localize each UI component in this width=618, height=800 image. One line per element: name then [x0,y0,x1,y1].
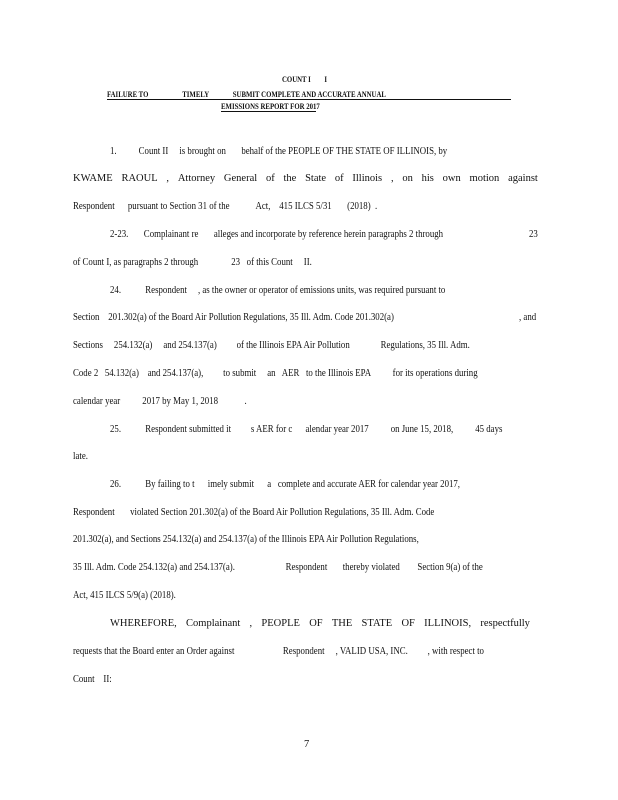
word: OF [401,618,415,629]
word: PEOPLE [261,618,300,629]
report-underline [221,111,316,112]
word: , [249,618,253,629]
para-24-line-2-end: , and [519,312,537,323]
word: General [223,173,258,184]
word: THE [331,618,353,629]
para-2-line-2: of Count I, as paragraphs 2 through 23 of this Count II. [73,257,312,268]
para-25-line-2: late. [73,451,88,462]
word: , [166,173,170,184]
word: OF [309,618,323,629]
wherefore-line-2: requests that the Board enter an Order against Respondent , VALID USA, INC. , with respect to [73,646,484,657]
para-26-line-5: Act, 415 ILCS 5/9(a) (2018). [73,590,176,601]
para-24-line-3: Sections 254.132(a) and 254.137(a) of the Illinois EPA Air Pollution Regulations, 35 Ill. Adm. [73,340,470,351]
word: , [390,173,394,184]
word: own [442,173,461,184]
count-heading-line: FAILURE TO TIMELY SUBMIT COMPLETE AND ACCURATE ANNUAL [107,89,386,99]
para-26-line-1: 26. By failing to t imely submit a complete and accurate AER for calendar year 2017, [110,479,461,490]
para-1-line-1: 1. Count II is brought on behalf of the PEOPLE OF THE STATE OF ILLINOIS, by [110,146,448,157]
para-26-line-2: Respondent violated Section 201.302(a) of the Board Air Pollution Regulations, 35 Ill. Adm. Code [73,507,435,518]
para-1-line-3: Respondent pursuant to Section 31 of the Act, 415 ILCS 5/31 (2018) . [73,201,378,212]
count-title: COUNT I I [282,74,328,84]
word: Attorney [177,173,216,184]
para-1-line-2 [73,172,538,185]
word: Illinois [352,173,383,184]
para-2-line-1: 2-23. Complainant re alleges and incorporate by reference herein paragraphs 2 through [110,229,444,240]
wherefore-line-3: Count II: [73,674,112,685]
word: motion [469,173,500,184]
word: Complainant [186,618,241,629]
page-number: 7 [304,739,310,750]
para-26-line-4: 35 Ill. Adm. Code 254.132(a) and 254.137(a). Respondent thereby violated Section 9(a) of the [73,562,483,573]
word: State [305,173,327,184]
wherefore-line-1 [110,617,530,630]
para-24-line-2: Section 201.302(a) of the Board Air Pollution Regulations, 35 Ill. Adm. Code 201.302(a) [73,312,394,323]
word: the [283,173,297,184]
word: against [508,173,538,184]
word: of [334,173,344,184]
para-24-line-5: calendar year 2017 by May 1, 2018 . [73,396,247,407]
word: RAOUL [121,173,158,184]
word: STATE [361,618,393,629]
word: on [402,173,413,184]
word: of [265,173,275,184]
para-2-line-1-end: 23 [529,229,538,240]
word: respectfully [480,618,530,629]
word: WHEREFORE, [110,618,177,629]
para-24-line-1: 24. Respondent , as the owner or operator of emissions units, was required pursuant to [110,285,446,296]
para-25-line-1: 25. Respondent submitted it s AER for c alendar year 2017 on June 15, 2018, 45 days [110,424,503,435]
count-heading-report: EMISSIONS REPORT FOR 2017 [221,101,320,111]
para-26-line-3: 201.302(a), and Sections 254.132(a) and 254.137(a) of the Illinois EPA Air Pollution Regulations, [73,534,419,545]
word: ILLINOIS, [424,618,472,629]
para-24-line-4: Code 2 54.132(a) and 254.137(a), to submit an AER to the Illinois EPA for its operations during [73,368,478,379]
word: his [421,173,434,184]
heading-underline [107,99,511,100]
word: KWAME [73,173,113,184]
